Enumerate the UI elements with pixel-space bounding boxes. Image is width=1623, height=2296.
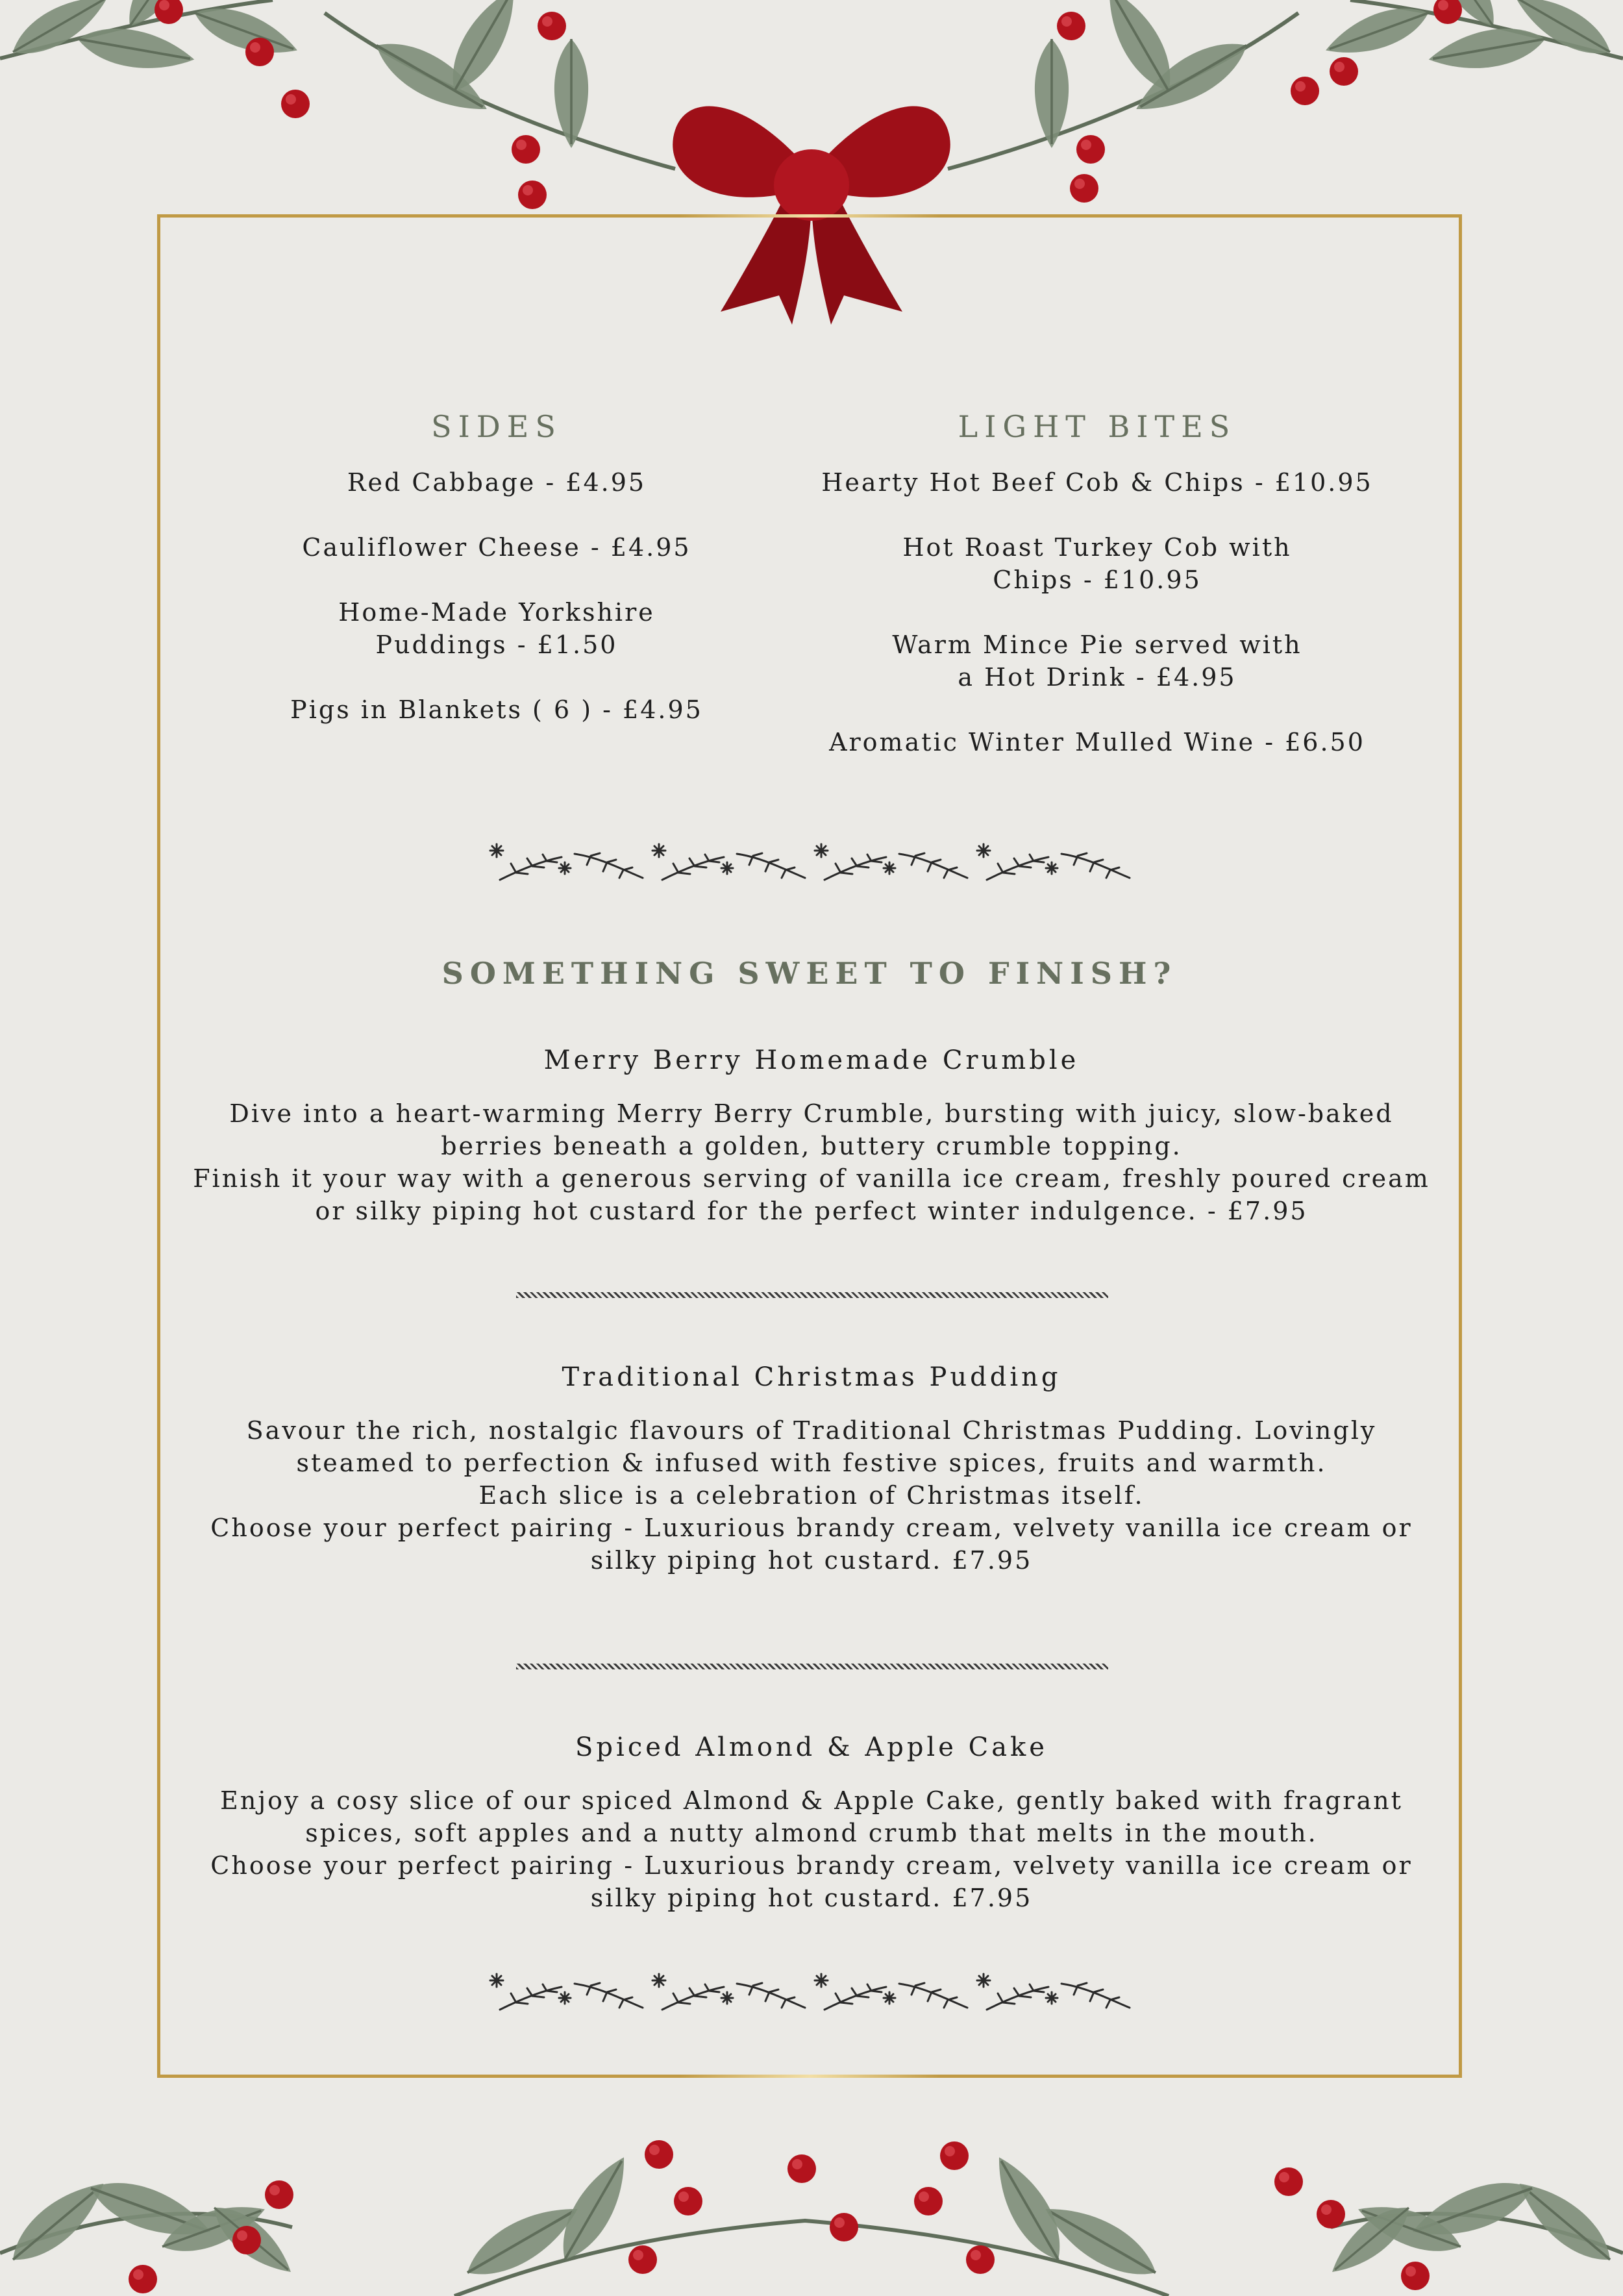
sides-title: SIDES [431,409,562,444]
sides-section [234,409,760,758]
sprig-snowflake-divider-icon [487,1961,1136,2019]
menu-item: Aromatic Winter Mulled Wine - £6.50 [829,728,1365,756]
dessert-almond-apple-cake [182,1732,1441,1914]
divider-rule [516,1292,1108,1298]
light-bites-title: LIGHT BITES [958,409,1237,444]
dessert-description [182,1414,1441,1577]
description-line: Savour the rich, nostalgic flavours of Traditional Christmas Pudding. Lovingly [246,1416,1377,1445]
dessert-description [182,1784,1441,1914]
description-line: spices, soft apples and a nutty almond crumb that melts in the mouth. [305,1819,1318,1847]
dessert-name: Spiced Almond & Apple Cake [575,1732,1048,1762]
sweet-section-title: SOMETHING SWEET TO FINISH? [441,956,1178,991]
dessert-description [182,1097,1441,1227]
dessert-name: Traditional Christmas Pudding [562,1362,1061,1392]
description-line: steamed to perfection & infused with festive spices, fruits and warmth. [296,1449,1327,1477]
holly-garland-icon [0,2130,1623,2296]
description-line: berries beneath a golden, buttery crumble topping. [441,1132,1182,1160]
menu-item: Hot Roast Turkey Cob with Chips - £10.95 [902,533,1292,594]
description-line: Choose your perfect pairing - Luxurious brandy cream, velvety vanilla ice cream or [210,1514,1413,1542]
description-line: or silky piping hot custard for the perfect winter indulgence. - £7.95 [315,1197,1308,1225]
light-bites-section [805,409,1389,791]
menu-item: Home-Made Yorkshire Puddings - £1.50 [338,598,655,659]
divider-rule [516,1664,1108,1669]
menu-item: Cauliflower Cheese - £4.95 [302,533,691,562]
description-line: Choose your perfect pairing - Luxurious brandy cream, velvety vanilla ice cream or [210,1851,1413,1880]
description-line: Finish it your way with a generous serving of vanilla ice cream, freshly poured cream [193,1164,1430,1193]
menu-item: Hearty Hot Beef Cob & Chips - £10.95 [821,468,1373,497]
sprig-snowflake-divider-icon [487,831,1136,890]
menu-item: Red Cabbage - £4.95 [347,468,647,497]
description-line: silky piping hot custard. £7.95 [590,1884,1033,1912]
dessert-christmas-pudding [182,1362,1441,1577]
menu-item: Warm Mince Pie served with a Hot Drink - £4.95 [892,630,1302,692]
description-line: silky piping hot custard. £7.95 [590,1546,1033,1575]
description-line: Dive into a heart-warming Merry Berry Crumble, bursting with juicy, slow-baked [229,1099,1394,1128]
dessert-crumble [182,1045,1441,1227]
dessert-name: Merry Berry Homemade Crumble [543,1045,1080,1075]
description-line: Each slice is a celebration of Christmas itself. [478,1481,1145,1510]
description-line: Enjoy a cosy slice of our spiced Almond & Apple Cake, gently baked with fragrant [220,1786,1403,1815]
menu-item: Pigs in Blankets ( 6 ) - £4.95 [290,695,703,724]
